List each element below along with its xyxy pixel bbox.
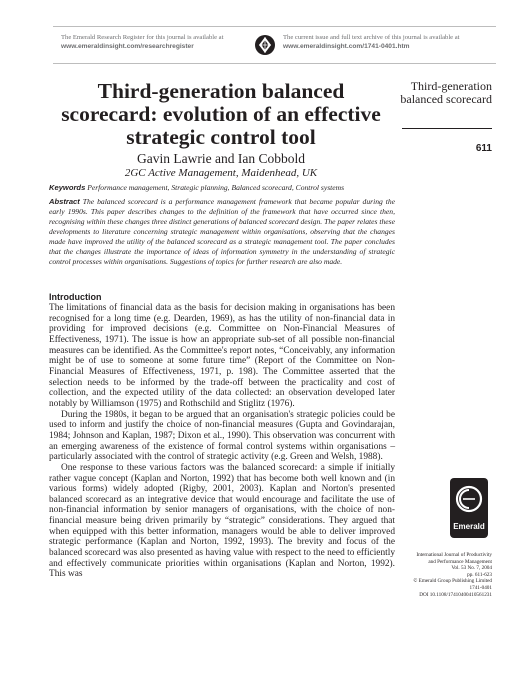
paragraph-3: One response to these various factors was the balanced scorecard: a simple if initially rather vague concept (Kaplan and Norton, 1992) that has become both well known and (in various forms) widely adopted (Rigby, 2001, 2003). Kaplan and Norton's presented balanced scorecard as an integrative device that would encourage and facilitate the use of non-financial information by senior managers of organisations, with the choice of non-financial measure being driven primarily by “strategic” considerations. They argued that when equipped with this better information, managers would be able to deliver improved strategic performance (Kaplan and Norton, 1992, 1993). The brevity and focus of the balanced scorecard was also presented as having value with respect to the need to efficiently and effectively communicate priorities within organisations (Kaplan and Norton, 1992). This was	[49, 462, 395, 580]
journal-name-line2: and Performance Management	[428, 558, 492, 565]
keywords-label: Keywords	[49, 183, 86, 192]
emerald-logo-text: Emerald	[453, 522, 485, 531]
author-affiliation: 2GC Active Management, Maidenhead, UK	[124, 167, 318, 179]
keywords-text: Performance management, Strategic planning, Balanced scorecard, Control systems	[87, 183, 345, 192]
emerald-publisher-logo	[450, 478, 488, 538]
keywords-block	[49, 183, 395, 193]
journal-access-header	[53, 26, 496, 64]
abstract-text: The balanced scorecard is a performance management framework that became popular during the early 1990s. This paper describes changes to the definition of the framework that have occurred since then, recognising within these changes three distinct generations of balanced scorecard design. The paper relates these developments to literature concerning strategic management within organisations, observing that the changes made have improved the utility of the balanced scorecard as a strategic management tool. The paper concludes that the changes illustrate the importance of ideas of information symmetry in the understanding of strategic control processes within organisations. Suggestions of topics for further research are also made.	[49, 197, 396, 266]
body-text	[49, 303, 395, 580]
research-register-text: The Emerald Research Register for this journal is available at	[61, 34, 224, 41]
section-heading-introduction: Introduction	[49, 292, 102, 302]
full-text-link[interactable]: www.emeraldinsight.com/1741-0401.htm	[283, 43, 410, 50]
journal-citation	[400, 552, 492, 598]
journal-volume: Vol. 53 No. 7, 2004	[451, 565, 492, 572]
article-title: Third-generation balanced scorecard: evolution of an effective strategic control tool	[61, 79, 381, 149]
abstract-label: Abstract	[49, 197, 80, 206]
full-text-text: The current issue and full text archive of this journal is available at	[283, 34, 460, 41]
research-register-link[interactable]: www.emeraldinsight.com/researchregister	[61, 43, 194, 50]
emerald-insight-icon	[254, 34, 276, 56]
page-number: 611	[475, 143, 492, 154]
journal-doi: DOI 10.1108/17410400410561231	[419, 591, 492, 598]
research-register-notice	[61, 33, 223, 51]
journal-pages: pp. 611-623	[467, 571, 492, 578]
journal-issn: 1741-0401	[469, 584, 492, 591]
running-title: Third-generation balanced scorecard	[400, 79, 492, 106]
abstract-block	[49, 197, 395, 267]
full-text-notice	[283, 33, 460, 51]
journal-copyright: © Emerald Group Publishing Limited	[413, 578, 492, 585]
sidebar-rule	[402, 128, 492, 129]
journal-name-line1: International Journal of Productivity	[416, 552, 492, 558]
article-authors: Gavin Lawrie and Ian Cobbold	[137, 151, 305, 166]
paragraph-2: During the 1980s, it began to be argued that an organisation's strategic policies could be used to inform and justify the choice of non-financial measures (Gupta and Govindarajan, 1984; Johnson and Kaplan, 1987; Dixon et al., 1990). This observation was concurrent with an emerging awareness of the existence of formal control systems within organisations – particularly associated with the control of strategic activity (e.g. Green and Welsh, 1988).	[49, 409, 395, 463]
paragraph-1: The limitations of financial data as the basis for decision making in organisations has been recognised for a long time (e.g. Dearden, 1969), as has the utility of non-financial data in providing for improved decisions (e.g. Committee on Non-Financial Measures of Effectiveness, 1971). The issue is how an appropriate sub-set of all possible non-financial measures can be identified. As the Committee's report notes, “Conceivably, any information might be of use to someone at some future time” (Report of the Committee on Non-Financial Measures of Effectiveness, 1971, p. 198). The Committee asserted that the selection needs to be informed by the trade-off between the practicality and cost of collection, and the expected utility of the data collected: an observation developed later notably by Williamson (1975) and Rothschild and Stiglitz (1976).	[49, 303, 395, 409]
